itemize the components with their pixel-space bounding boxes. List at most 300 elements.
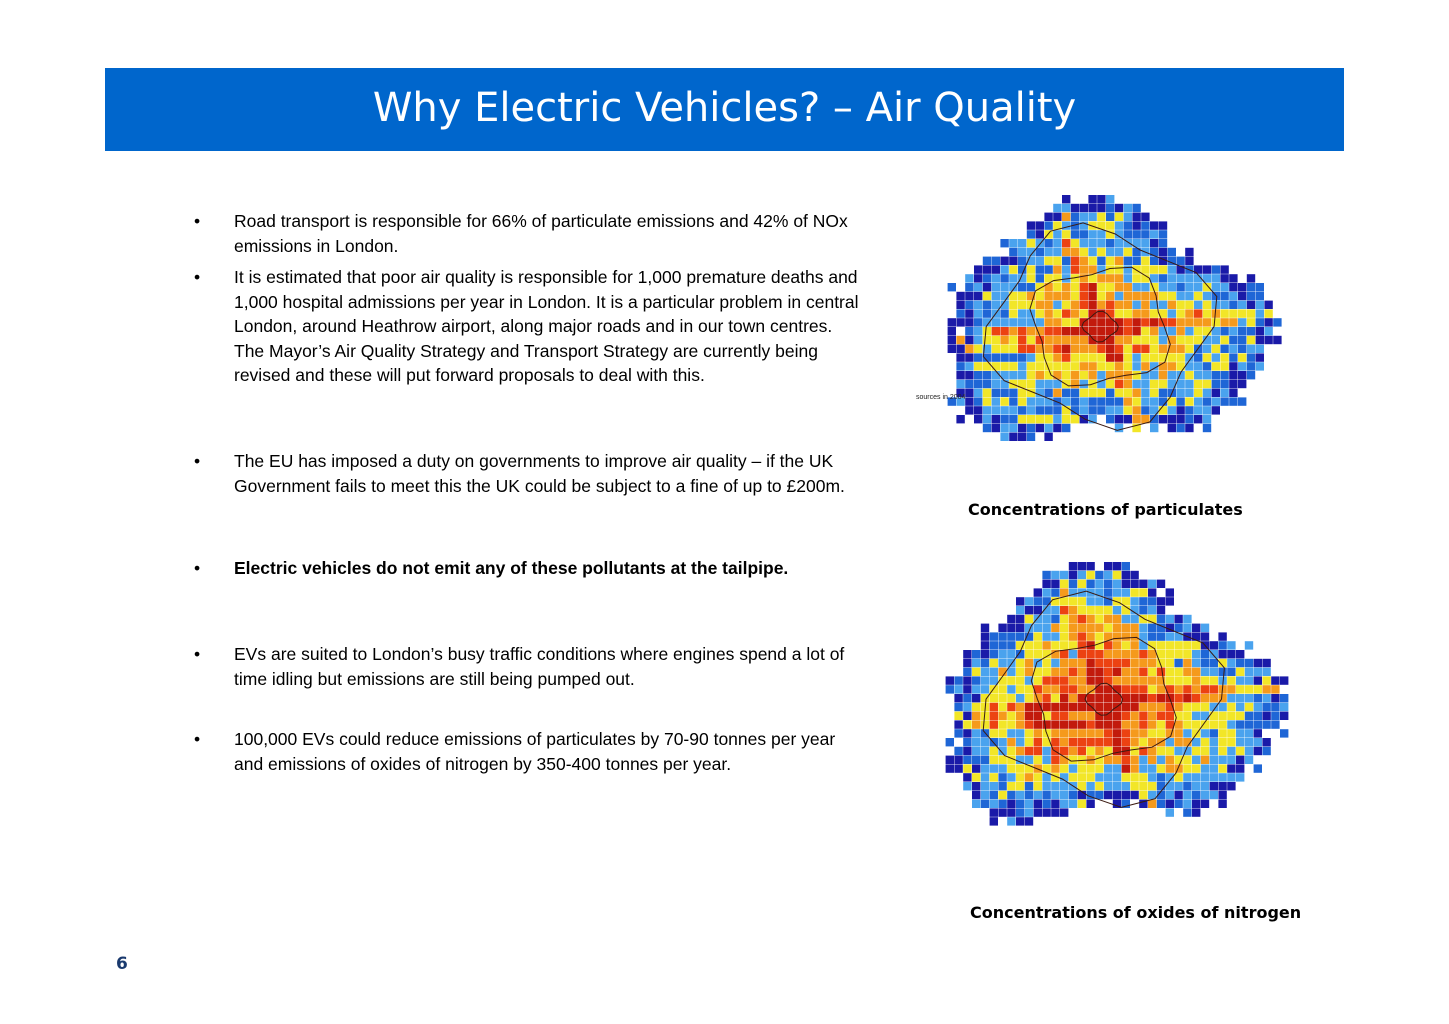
heatmap-cell	[1183, 729, 1191, 737]
heatmap-cell	[1220, 380, 1228, 388]
heatmap-cell	[1044, 265, 1052, 273]
heatmap-cell	[1148, 624, 1156, 632]
heatmap-cell	[1168, 362, 1176, 370]
heatmap-cell	[1044, 283, 1052, 291]
heatmap-cell	[1018, 406, 1026, 414]
heatmap-cell	[1132, 327, 1140, 335]
heatmap-cell	[1062, 283, 1070, 291]
heatmap-cell	[1018, 292, 1026, 300]
heatmap-cell	[1124, 327, 1132, 335]
heatmap-cell	[1027, 406, 1035, 414]
heatmap-cell	[1130, 571, 1138, 579]
heatmap-cell	[1088, 389, 1096, 397]
heatmap-cell	[1088, 371, 1096, 379]
heatmap-cell	[1159, 345, 1167, 353]
heatmap-cell	[1220, 265, 1228, 273]
heatmap-cell	[1220, 309, 1228, 317]
heatmap-cell	[1060, 720, 1068, 728]
heatmap-cell	[972, 738, 980, 746]
heatmap-cell	[1122, 588, 1130, 596]
heatmap-cell	[1174, 800, 1182, 808]
heatmap-cell	[1051, 782, 1059, 790]
heatmap-cell	[1007, 764, 1015, 772]
heatmap-cell	[1176, 353, 1184, 361]
heatmap-cell	[1051, 729, 1059, 737]
heatmap-cell	[1060, 747, 1068, 755]
heatmap-cell	[1007, 738, 1015, 746]
heatmap-cell	[1042, 747, 1050, 755]
heatmap-cell	[1009, 318, 1017, 326]
heatmap-cell	[1000, 265, 1008, 273]
heatmap-cell	[1168, 353, 1176, 361]
heatmap-cell	[998, 791, 1006, 799]
heatmap-cell	[1034, 800, 1042, 808]
heatmap-cell	[1036, 406, 1044, 414]
heatmap-cell	[1078, 773, 1086, 781]
heatmap-cell	[1122, 676, 1130, 684]
heatmap-cell	[1104, 650, 1112, 658]
heatmap-cell	[1062, 415, 1070, 423]
heatmap-cell	[1042, 703, 1050, 711]
heatmap-cell	[1220, 345, 1228, 353]
heatmap-cell	[1069, 676, 1077, 684]
heatmap-cell	[1071, 380, 1079, 388]
heatmap-cell	[1166, 659, 1174, 667]
heatmap-cell	[1132, 213, 1140, 221]
heatmap-cell	[1238, 292, 1246, 300]
heatmap-cell	[1044, 257, 1052, 265]
heatmap-cell	[1227, 685, 1235, 693]
heatmap-cell	[1262, 747, 1270, 755]
heatmap-cell	[992, 397, 1000, 405]
heatmap-cell	[1113, 632, 1121, 640]
heatmap-cell	[1080, 239, 1088, 247]
heatmap-cell	[1132, 336, 1140, 344]
heatmap-cell	[1027, 353, 1035, 361]
heatmap-cell	[1097, 318, 1105, 326]
heatmap-cell	[1262, 712, 1270, 720]
heatmap-cell	[1080, 327, 1088, 335]
heatmap-cell	[1168, 301, 1176, 309]
heatmap-cell	[1088, 265, 1096, 273]
heatmap-cell	[1034, 597, 1042, 605]
heatmap-cell	[1053, 406, 1061, 414]
bullet-marker: •	[194, 729, 201, 749]
heatmap-cell	[1106, 204, 1114, 212]
heatmap-cell	[1106, 389, 1114, 397]
heatmap-cell	[1060, 641, 1068, 649]
heatmap-cell	[1157, 580, 1165, 588]
heatmap-cell	[974, 274, 982, 282]
heatmap-cell	[1124, 389, 1132, 397]
heatmap-cell	[1060, 571, 1068, 579]
bullet-marker: •	[194, 211, 201, 231]
heatmap-cell	[1183, 615, 1191, 623]
heatmap-cell	[1009, 415, 1017, 423]
heatmap-cell	[1018, 389, 1026, 397]
heatmap-cell	[1236, 676, 1244, 684]
heatmap-cell	[1071, 389, 1079, 397]
heatmap-cell	[1113, 676, 1121, 684]
heatmap-cell	[1051, 738, 1059, 746]
heatmap-cell	[1192, 685, 1200, 693]
heatmap-cell	[1071, 353, 1079, 361]
heatmap-cell	[1185, 389, 1193, 397]
heatmap-cell	[1176, 309, 1184, 317]
heatmap-cell	[1245, 703, 1253, 711]
heatmap-cell	[1157, 685, 1165, 693]
heatmap-cell	[1157, 756, 1165, 764]
heatmap-cell	[998, 756, 1006, 764]
bullet-text: Road transport is responsible for 66% of particulate emissions and 42% of NOx emissions in London.	[234, 211, 848, 256]
heatmap-cell	[1192, 668, 1200, 676]
heatmap-cell	[981, 632, 989, 640]
heatmap-cell	[1088, 239, 1096, 247]
heatmap-cell	[1139, 641, 1147, 649]
heatmap-cell	[1122, 703, 1130, 711]
heatmap-cell	[1273, 318, 1281, 326]
heatmap-cell	[1080, 362, 1088, 370]
heatmap-cell	[954, 729, 962, 737]
heatmap-cell	[1139, 668, 1147, 676]
heatmap-cell	[1106, 248, 1114, 256]
heatmap-cell	[992, 389, 1000, 397]
heatmap-cell	[1106, 380, 1114, 388]
heatmap-cell	[983, 274, 991, 282]
heatmap-cell	[1148, 712, 1156, 720]
heatmap-cell	[1036, 221, 1044, 229]
heatmap-cell	[1086, 782, 1094, 790]
heatmap-cell	[1183, 659, 1191, 667]
heatmap-cell	[1139, 606, 1147, 614]
heatmap-cell	[983, 309, 991, 317]
heatmap-cell	[1088, 204, 1096, 212]
heatmap-cell	[1124, 362, 1132, 370]
heatmap-cell	[948, 318, 956, 326]
heatmap-cell	[1185, 415, 1193, 423]
heatmap-cell	[948, 345, 956, 353]
heatmap-cell	[1086, 571, 1094, 579]
heatmap-cell	[1018, 415, 1026, 423]
heatmap-cell	[1069, 756, 1077, 764]
heatmap-cell	[1060, 800, 1068, 808]
heatmap-cell	[1192, 764, 1200, 772]
heatmap-cell	[1166, 764, 1174, 772]
heatmap-cell	[1113, 580, 1121, 588]
heatmap-cell	[1148, 694, 1156, 702]
heatmap-cell	[1106, 239, 1114, 247]
heatmap-cell	[1212, 274, 1220, 282]
heatmap-cell	[1036, 318, 1044, 326]
heatmap-cell	[1176, 318, 1184, 326]
heatmap-cell	[1009, 309, 1017, 317]
heatmap-cell	[1025, 791, 1033, 799]
heatmap-cell	[1210, 764, 1218, 772]
heatmap-cell	[1141, 397, 1149, 405]
heatmap-cell	[974, 265, 982, 273]
heatmap-cell	[1106, 336, 1114, 344]
heatmap-cell	[1034, 791, 1042, 799]
heatmap-cell	[1042, 694, 1050, 702]
heatmap-cell	[1256, 301, 1264, 309]
heatmap-cell	[1229, 389, 1237, 397]
heatmap-cell	[983, 336, 991, 344]
heatmap-cell	[1053, 345, 1061, 353]
heatmap-cell	[1000, 318, 1008, 326]
heatmap-cell	[1174, 624, 1182, 632]
heatmap-cell	[1124, 292, 1132, 300]
heatmap-cell	[998, 632, 1006, 640]
heatmap-cell	[1174, 668, 1182, 676]
heatmap-cell	[998, 703, 1006, 711]
heatmap-cell	[1280, 712, 1288, 720]
heatmap-cell	[974, 371, 982, 379]
heatmap-cell	[1025, 773, 1033, 781]
heatmap-cell	[1115, 406, 1123, 414]
heatmap-cell	[1078, 685, 1086, 693]
heatmap-cell	[1139, 773, 1147, 781]
heatmap-cell	[1210, 747, 1218, 755]
heatmap-cell	[1148, 782, 1156, 790]
heatmap-cell	[1018, 371, 1026, 379]
heatmap-cell	[1051, 756, 1059, 764]
heatmap-cell	[965, 345, 973, 353]
heatmap-cell	[1203, 292, 1211, 300]
heatmap-cell	[1044, 239, 1052, 247]
heatmap-cell	[1124, 230, 1132, 238]
heatmap-cell	[1034, 632, 1042, 640]
heatmap-cell	[1095, 632, 1103, 640]
heatmap-cell	[1051, 720, 1059, 728]
heatmap-cell	[965, 318, 973, 326]
heatmap-cell	[1254, 694, 1262, 702]
heatmap-cell	[1062, 389, 1070, 397]
heatmap-cell	[1132, 257, 1140, 265]
heatmap-cell	[1078, 580, 1086, 588]
heatmap-cell	[1071, 248, 1079, 256]
heatmap-cell	[1034, 676, 1042, 684]
heatmap-cell	[1194, 336, 1202, 344]
heatmap-cell	[1168, 292, 1176, 300]
heatmap-cell	[1247, 353, 1255, 361]
heatmap-cell	[1106, 213, 1114, 221]
heatmap-cell	[1078, 650, 1086, 658]
heatmap-cell	[1218, 782, 1226, 790]
heatmap-cell	[1036, 301, 1044, 309]
heatmap-cell	[1229, 309, 1237, 317]
heatmap-cell	[1168, 371, 1176, 379]
heatmap-cell	[990, 668, 998, 676]
heatmap-cell	[1236, 668, 1244, 676]
heatmap-cell	[1185, 274, 1193, 282]
heatmap-cell	[1062, 371, 1070, 379]
heatmap-cell	[1016, 773, 1024, 781]
heatmap-cell	[1036, 292, 1044, 300]
heatmap-cell	[1036, 309, 1044, 317]
heatmap-cell	[1071, 301, 1079, 309]
heatmap-cell	[1166, 720, 1174, 728]
heatmap-cell	[1034, 720, 1042, 728]
heatmap-cell	[1159, 221, 1167, 229]
heatmap-cell	[1042, 720, 1050, 728]
heatmap-cell	[1227, 668, 1235, 676]
heatmap-cell	[1254, 747, 1262, 755]
heatmap-cell	[1254, 720, 1262, 728]
heatmap-cell	[1044, 336, 1052, 344]
heatmap-cell	[1104, 703, 1112, 711]
heatmap-cell	[1115, 336, 1123, 344]
heatmap-cell	[1025, 615, 1033, 623]
heatmap-cell	[1247, 362, 1255, 370]
heatmap-cell	[1027, 380, 1035, 388]
heatmap-cell	[1159, 230, 1167, 238]
heatmap-cell	[1236, 685, 1244, 693]
heatmap-cell	[1025, 800, 1033, 808]
heatmap-cell	[1095, 659, 1103, 667]
heatmap-cell	[1080, 265, 1088, 273]
heatmap-cell	[1097, 345, 1105, 353]
heatmap-cell	[954, 676, 962, 684]
heatmap-cell	[1060, 685, 1068, 693]
heatmap-cell	[1227, 703, 1235, 711]
heatmap-cell	[1245, 720, 1253, 728]
heatmap-cell	[1095, 606, 1103, 614]
heatmap-cell	[1086, 580, 1094, 588]
heatmap-cell	[1238, 397, 1246, 405]
heatmap-cell	[946, 685, 954, 693]
heatmap-cell	[1264, 309, 1272, 317]
heatmap-cell	[1053, 283, 1061, 291]
heatmap-cell	[956, 301, 964, 309]
heatmap-cell	[1157, 720, 1165, 728]
heatmap-cell	[1157, 782, 1165, 790]
heatmap-cell	[1210, 641, 1218, 649]
heatmap-cell	[1174, 676, 1182, 684]
heatmap-cell	[1122, 756, 1130, 764]
heatmap-cell	[1218, 641, 1226, 649]
heatmap-cell	[1115, 292, 1123, 300]
heatmap-cell	[1071, 257, 1079, 265]
heatmap-cell	[1132, 292, 1140, 300]
heatmap-cell	[1062, 327, 1070, 335]
heatmap-cell	[1185, 283, 1193, 291]
heatmap-cell	[1069, 659, 1077, 667]
heatmap-cell	[1157, 747, 1165, 755]
heatmap-cell	[1166, 597, 1174, 605]
heatmap-cell	[981, 747, 989, 755]
heatmap-cell	[1018, 336, 1026, 344]
heatmap-cell	[1254, 764, 1262, 772]
heatmap-cell	[1044, 309, 1052, 317]
heatmap-cell	[1139, 738, 1147, 746]
heatmap-cell	[1080, 345, 1088, 353]
heatmap-cell	[1060, 580, 1068, 588]
heatmap-cell	[998, 650, 1006, 658]
heatmap-cell	[1080, 309, 1088, 317]
heatmap-cell	[992, 406, 1000, 414]
heatmap-cell	[1095, 694, 1103, 702]
heatmap-cell	[972, 712, 980, 720]
heatmap-cell	[1124, 318, 1132, 326]
heatmap-cell	[1016, 685, 1024, 693]
heatmap-cell	[1071, 336, 1079, 344]
heatmap-cell	[1069, 791, 1077, 799]
heatmap-cell	[1185, 292, 1193, 300]
heatmap-cell	[1122, 624, 1130, 632]
heatmap-cell	[1113, 668, 1121, 676]
heatmap-cell	[1025, 782, 1033, 790]
heatmap-cell	[1192, 659, 1200, 667]
heatmap-cell	[1174, 694, 1182, 702]
heatmap-cell	[1245, 712, 1253, 720]
heatmap-cell	[1247, 371, 1255, 379]
heatmap-cell	[1166, 756, 1174, 764]
heatmap-cell	[1016, 791, 1024, 799]
heatmap-cell	[1034, 782, 1042, 790]
heatmap-cell	[1122, 571, 1130, 579]
heatmap-cell	[1157, 597, 1165, 605]
heatmap-cell	[1036, 397, 1044, 405]
heatmap-cell	[1229, 336, 1237, 344]
heatmap-cell	[1201, 738, 1209, 746]
heatmap-cell	[1210, 782, 1218, 790]
heatmap-cell	[1183, 808, 1191, 816]
heatmap-cell	[974, 292, 982, 300]
heatmap-cell	[1036, 353, 1044, 361]
heatmap-cell	[1194, 327, 1202, 335]
heatmap-cell	[1218, 756, 1226, 764]
heatmap-cell	[1042, 571, 1050, 579]
heatmap-cell	[1025, 817, 1033, 825]
heatmap-cell	[1086, 694, 1094, 702]
heatmap-cell	[1247, 318, 1255, 326]
heatmap-cell	[1088, 195, 1096, 203]
heatmap-cell	[1159, 380, 1167, 388]
heatmap-cell	[1042, 773, 1050, 781]
heatmap-cell	[1124, 415, 1132, 423]
heatmap-cell	[1148, 729, 1156, 737]
heatmap-cell	[983, 380, 991, 388]
heatmap-cell	[1018, 345, 1026, 353]
heatmap-cell	[1051, 632, 1059, 640]
heatmap-cell	[1042, 659, 1050, 667]
heatmap-cell	[1122, 580, 1130, 588]
heatmap-cell	[1183, 756, 1191, 764]
heatmap-cell	[1210, 738, 1218, 746]
heatmap-cell	[1115, 380, 1123, 388]
heatmap-cell	[1007, 615, 1015, 623]
heatmap-cell	[1220, 362, 1228, 370]
heatmap-cell	[956, 309, 964, 317]
heatmap-cell	[1071, 415, 1079, 423]
heatmap-cell	[1078, 562, 1086, 570]
heatmap-cell	[1194, 309, 1202, 317]
heatmap-cell	[1218, 747, 1226, 755]
nitrogen-caption: Concentrations of oxides of nitrogen	[970, 903, 1302, 922]
heatmap-cell	[998, 694, 1006, 702]
heatmap-cell	[1078, 624, 1086, 632]
heatmap-cell	[974, 345, 982, 353]
heatmap-cell	[1185, 371, 1193, 379]
heatmap-cell	[1203, 283, 1211, 291]
heatmap-cell	[1218, 800, 1226, 808]
heatmap-cell	[992, 336, 1000, 344]
heatmap-cell	[1000, 353, 1008, 361]
heatmap-cell	[1053, 230, 1061, 238]
heatmap-cell	[1141, 257, 1149, 265]
heatmap-cell	[981, 756, 989, 764]
heatmap-cell	[1097, 283, 1105, 291]
